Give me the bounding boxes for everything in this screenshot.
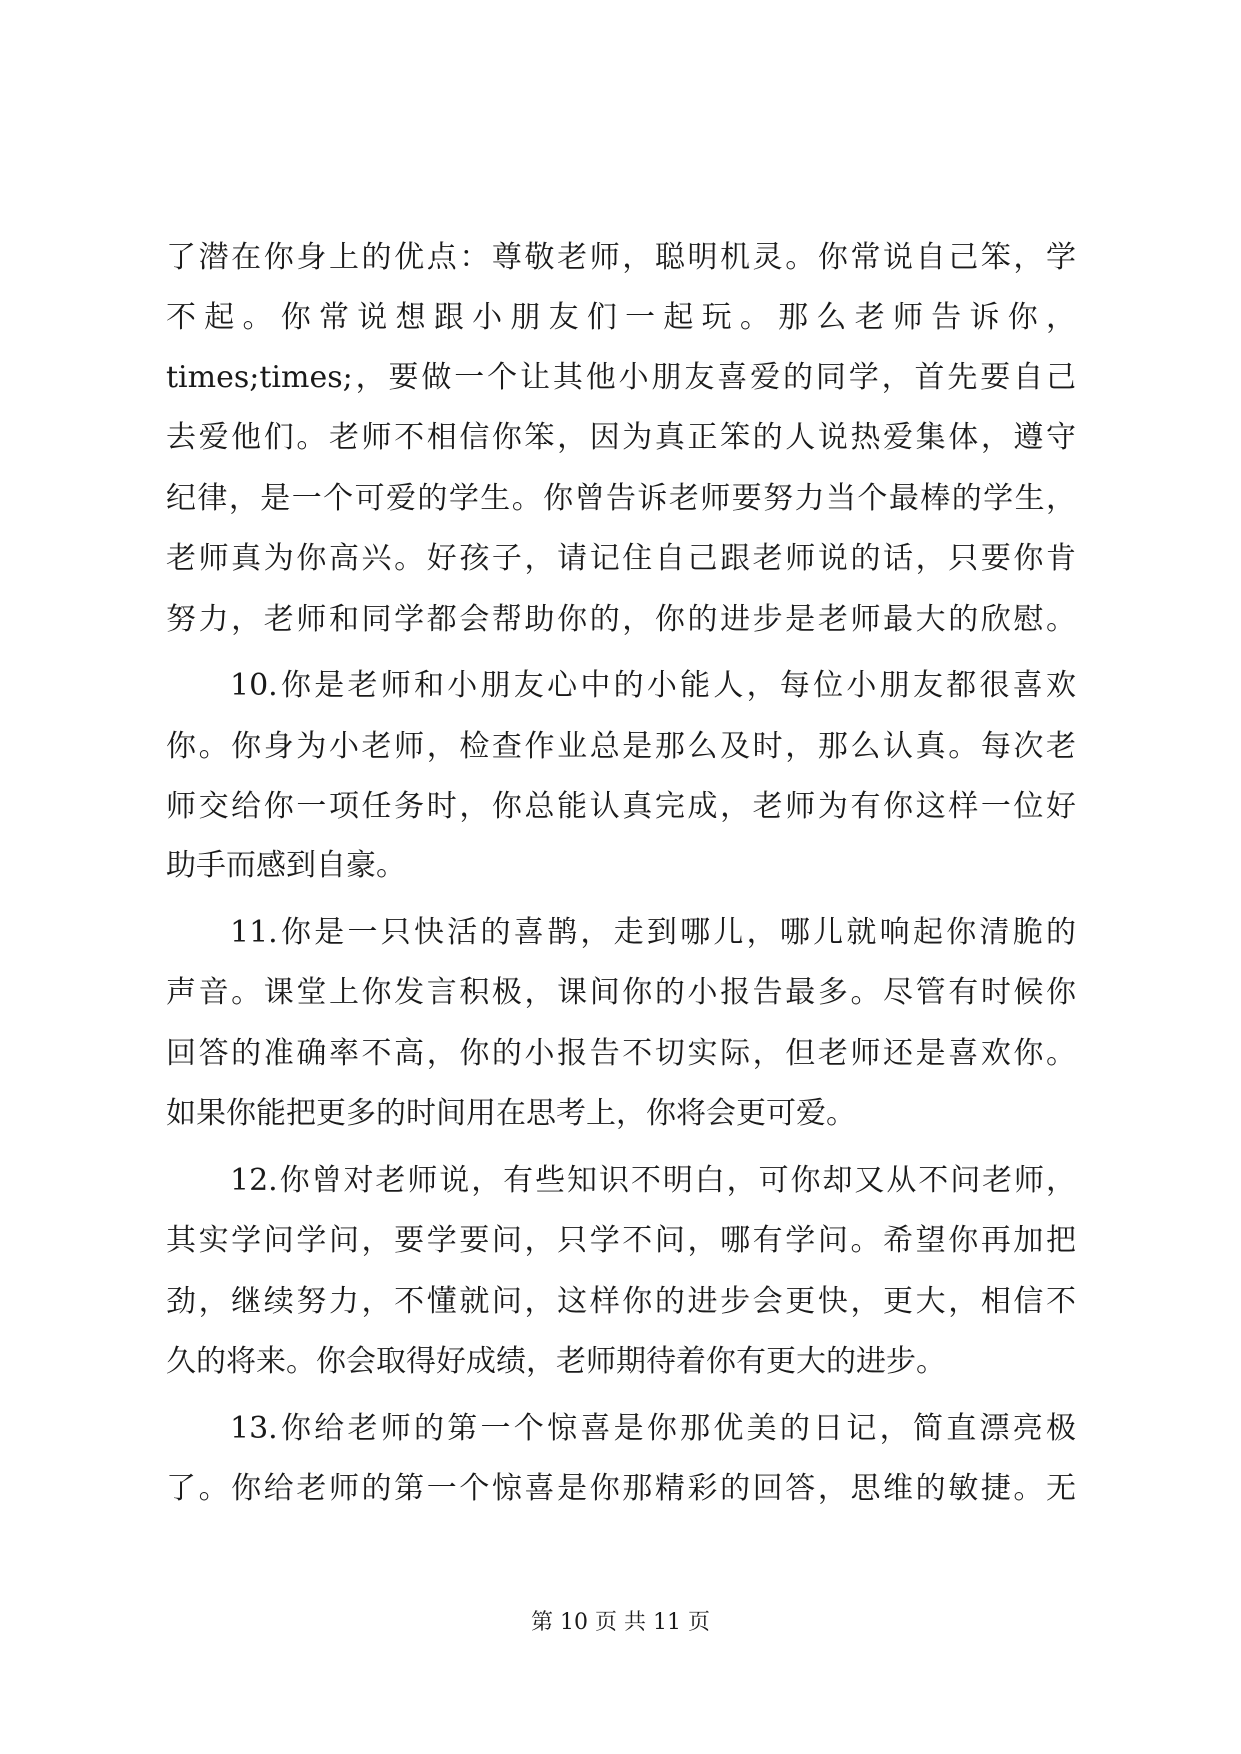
paragraph-10-start: 10.你是老师和小朋友心中的小能人，每位小朋友都很喜欢	[230, 668, 1076, 703]
paragraph-13-start: 13.你给老师的第一个惊喜是你那优美的日记，简直漂亮极	[230, 1411, 1076, 1446]
text-line: 如果你能把更多的时间用在思考上，你将会更可爱。	[166, 1096, 856, 1131]
text-line: 老师真为你高兴。好孩子，请记住自己跟老师说的话，只要你肯	[166, 541, 1076, 576]
text-line: times;times;，要做一个让其他小朋友喜爱的同学，首先要自己	[166, 360, 1076, 395]
page-footer: 第 10 页 共 11 页	[531, 1610, 710, 1635]
text-line: 其实学问学问，要学要问，只学不问，哪有学问。希望你再加把	[166, 1223, 1076, 1258]
text-line: 了潜在你身上的优点：尊敬老师，聪明机灵。你常说自己笨，学	[166, 240, 1076, 275]
text-line: 你。你身为小老师，检查作业总是那么及时，那么认真。每次老	[166, 729, 1076, 764]
text-line: 回答的准确率不高，你的小报告不切实际，但老师还是喜欢你。	[166, 1036, 1076, 1071]
text-line: 久的将来。你会取得好成绩，老师期待着你有更大的进步。	[166, 1344, 946, 1379]
text-line: 努力，老师和同学都会帮助你的，你的进步是老师最大的欣慰。	[166, 602, 1076, 637]
text-line: 助手而感到自豪。	[166, 848, 406, 883]
paragraph-12-start: 12.你曾对老师说，有些知识不明白，可你却又从不问老师，	[230, 1163, 1076, 1198]
text-line: 了。你给老师的第一个惊喜是你那精彩的回答，思维的敏捷。无	[166, 1471, 1076, 1506]
text-line: 去爱他们。老师不相信你笨，因为真正笨的人说热爱集体，遵守	[166, 420, 1076, 455]
text-line: 不起。你常说想跟小朋友们一起玩。那么老师告诉你，	[166, 300, 1076, 335]
text-line: 纪律，是一个可爱的学生。你曾告诉老师要努力当个最棒的学生，	[166, 481, 1076, 516]
text-line: 劲，继续努力，不懂就问，这样你的进步会更快，更大，相信不	[166, 1284, 1076, 1319]
paragraph-11-start: 11.你是一只快活的喜鹊，走到哪儿，哪儿就响起你清脆的	[230, 915, 1076, 950]
text-line: 师交给你一项任务时，你总能认真完成，老师为有你这样一位好	[166, 789, 1076, 824]
text-line: 声音。课堂上你发言积极，课间你的小报告最多。尽管有时候你	[166, 975, 1076, 1010]
